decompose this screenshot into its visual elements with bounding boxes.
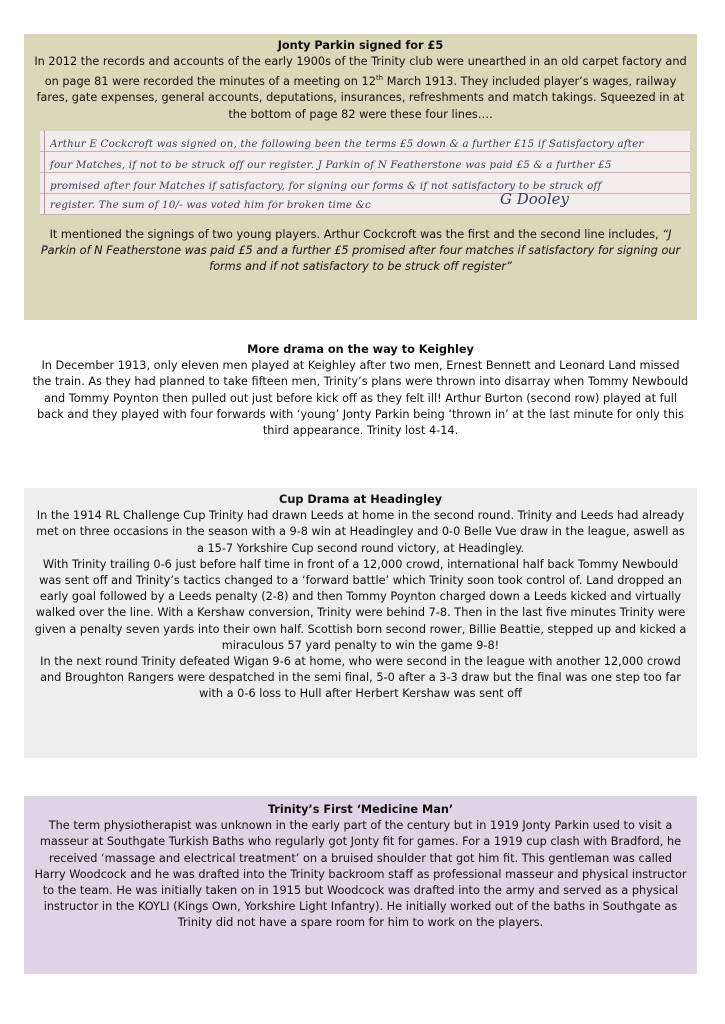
ledger-line-3: promised after four Matches if satisfactory, for signing our forms & if not satisfactory to be struck off	[50, 179, 602, 192]
section-intro	[32, 54, 689, 123]
section-cup-drama-headingley	[24, 488, 697, 758]
section-para-1: In the 1914 RL Challenge Cup Trinity had drawn Leeds at home in the second round. Trinity and Leeds had already met on three occasions in the season with a 9-8 win at Headingley and 0-0 Belle Vue draw in the league, aswell as a 15-7 Yorkshire Cup second round victory, at Headingley.	[36, 509, 685, 555]
outro-text: It mentioned the signings of two young players. Arthur Cockcroft was the first and the second line includes,	[49, 227, 663, 241]
section-para-3: In the next round Trinity defeated Wigan 9-6 at home, who were second in the league with another 12,000 crowd and Broughton Rangers were despatched in the semi final, 5-0 after a 3-3 draw but the final was one step too far with a 0-6 loss to Hull after Herbert Kershaw was sent off	[40, 655, 681, 701]
section-jonty-parkin-signed	[24, 34, 697, 320]
section-title: Trinity’s First ‘Medicine Man’	[267, 803, 454, 816]
section-body: The term physiotherapist was unknown in the early part of the century but in 1919 Jonty Parkin used to visit a masseur at Southgate Turkish Baths who regularly got Jonty fit for games. For a 1919 cup clash with Bradford, he received ‘massage and electrical treatment’ on a bruised shoulder that got him fit. This gentleman was called Harry Woodcock and he was drafted into the Trinity backroom staff as professional masseur and physical instructor to the team. He was initially taken on in 1915 but Woodcock was drafted into the army and served as a physical instructor in the KOYLI (Kings Own, Yorkshire Light Infantry). He initially worked out of the baths in Southgate as Trinity did not have a spare room for him to work on the players.	[34, 819, 687, 930]
outro-quote: “J Parkin of N Featherstone was paid £5 and a further £5 promised after four matches if satisfactory for signing our forms and if not satisfactory to be struck off register”	[40, 227, 681, 274]
ledger-signature: G Dooley	[500, 189, 569, 208]
intro-text: In 2012 the records and accounts of the early 1900s of the Trinity club were unearthed in an old carpet factory and on page 81 were recorded the minutes of a meeting on 12	[34, 55, 687, 89]
section-keighley-drama	[24, 338, 697, 462]
section-title: More drama on the way to Keighley	[247, 343, 474, 356]
section-title: Jonty Parkin signed for £5	[277, 39, 444, 52]
intro-superscript: th	[375, 74, 384, 83]
section-title: Cup Drama at Headingley	[279, 493, 442, 506]
section-medicine-man	[24, 796, 697, 974]
section-body: In December 1913, only eleven men played at Keighley after two men, Ernest Bennett and Leonard Land missed the train. As they had planned to take fifteen men, Trinity’s plans were thrown into disarray when Tommy Newbould and Tommy Poynton then pulled out just before kick off as they felt ill! Arthur Burton (second row) played at full back and they played with four forwards with ‘young’ Jonty Parkin being ‘thrown in’ at the last minute for only this third appearance. Trinity lost 4-14.	[32, 359, 689, 438]
section-outro	[32, 227, 689, 276]
intro-text-cont: March 1913. They included player’s wages, railway fares, gate expenses, general accounts, deputations, insurances, refreshments and match takings. Squeezed in at the bottom of page 82 were these four lines….	[36, 75, 685, 121]
ledger-line-2: four Matches, if not to be struck off our register. J Parkin of N Featherstone was paid £5 & a further £5	[50, 158, 612, 171]
ledger-line-1: Arthur E Cockcroft was signed on, the following been the terms £5 down & a further £15 if Satisfactory after	[50, 137, 644, 150]
ledger-scan-image	[40, 131, 690, 215]
ledger-line-4: register. The sum of 10/- was voted him for broken time &c	[50, 198, 372, 211]
section-para-2: With Trinity trailing 0-6 just before half time in front of a 12,000 crowd, international half back Tommy Newbould was sent off and Trinity’s tactics changed to a ‘forward battle’ which Trinity soon took control of. Land dropped an early goal followed by a Leeds penalty (2-8) and then Tommy Poynton charged down a Leeds kicked and virtually walked over the line. With a Kershaw conversion, Trinity were behind 7-8. Then in the last five minutes Trinity were given a penalty seven yards into their own half. Scottish born second rower, Billie Beattie, stepped up and kicked a miraculous 57 yard penalty to win the game 9-8!	[34, 557, 687, 652]
